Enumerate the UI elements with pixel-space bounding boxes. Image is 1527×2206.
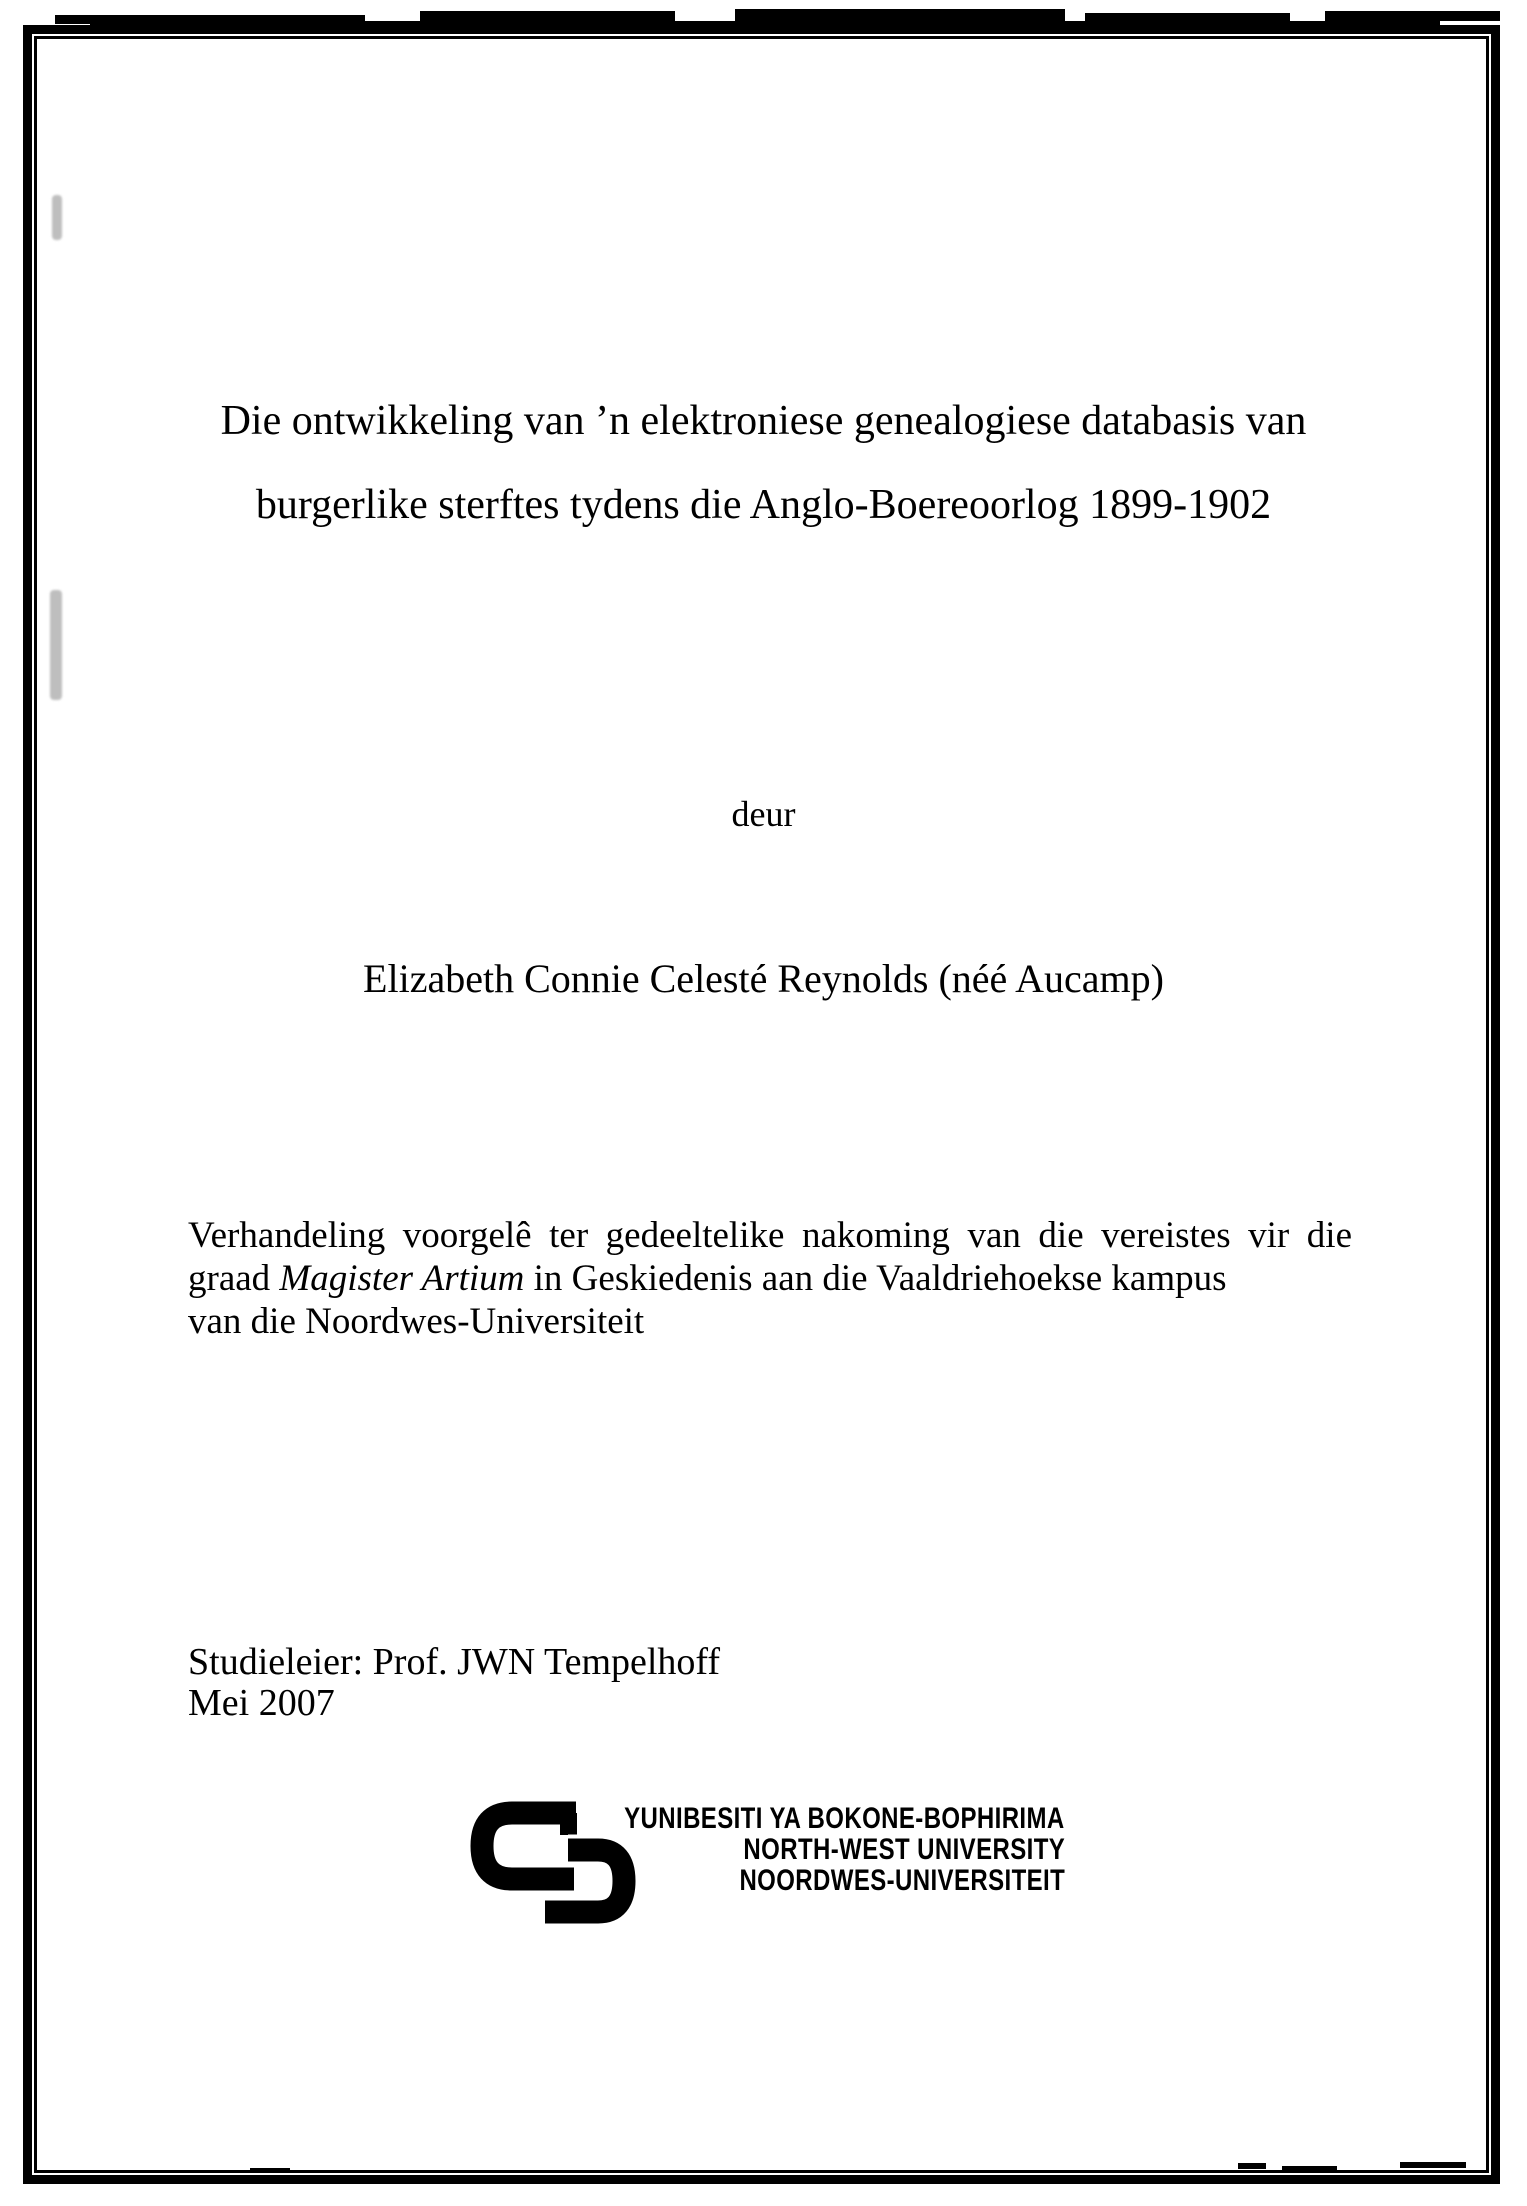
date: Mei 2007 (188, 1682, 335, 1724)
scan-artifact (52, 195, 62, 240)
supervisor-block (188, 1642, 720, 1724)
supervisor: Studieleier: Prof. JWN Tempelhoff (188, 1641, 721, 1683)
nwu-logo-line2: NORTH-WEST UNIVERSITY (743, 1833, 1065, 1866)
nwu-logo-line1: YUNIBESITI YA BOKONE-BOPHIRIMA (624, 1802, 1065, 1835)
degree-statement-line3: van die Noordwes-Universiteit (188, 1301, 645, 1342)
degree-statement-line2-suffix: in Geskiedenis aan die Vaaldriehoekse kampus (524, 1258, 1227, 1299)
scan-artifact (1325, 11, 1500, 21)
scan-artifact (250, 2168, 290, 2172)
degree-statement (188, 1214, 1352, 1343)
degree-statement-line1: Verhandeling voorgelê ter gedeeltelike nakoming van die vereistes vir die (188, 1215, 1352, 1256)
thesis-title-line1: Die ontwikkeling van ’n elektroniese genealogiese databasis van (220, 398, 1307, 444)
scan-artifact (1282, 2166, 1337, 2171)
degree-name: Magister Artium (279, 1258, 525, 1299)
scan-artifact (420, 11, 675, 21)
scan-artifact (1400, 2162, 1466, 2168)
nwu-logo-text (514, 1803, 1065, 1896)
byline: deur (731, 794, 796, 834)
scan-artifact (1238, 2163, 1266, 2169)
degree-statement-line2 (188, 1257, 1352, 1300)
degree-statement-line2-prefix: graad (188, 1258, 280, 1299)
nwu-logo-line3: NOORDWES-UNIVERSITEIT (739, 1864, 1065, 1897)
scan-artifact (90, 21, 1440, 26)
thesis-title (0, 379, 1527, 547)
scan-artifact (50, 590, 62, 700)
scan-artifact (735, 9, 1065, 21)
thesis-title-line2: burgerlike sterftes tydens die Anglo-Boereoorlog 1899-1902 (255, 482, 1272, 528)
author-name: Elizabeth Connie Celesté Reynolds (néé Aucamp) (363, 956, 1164, 1001)
